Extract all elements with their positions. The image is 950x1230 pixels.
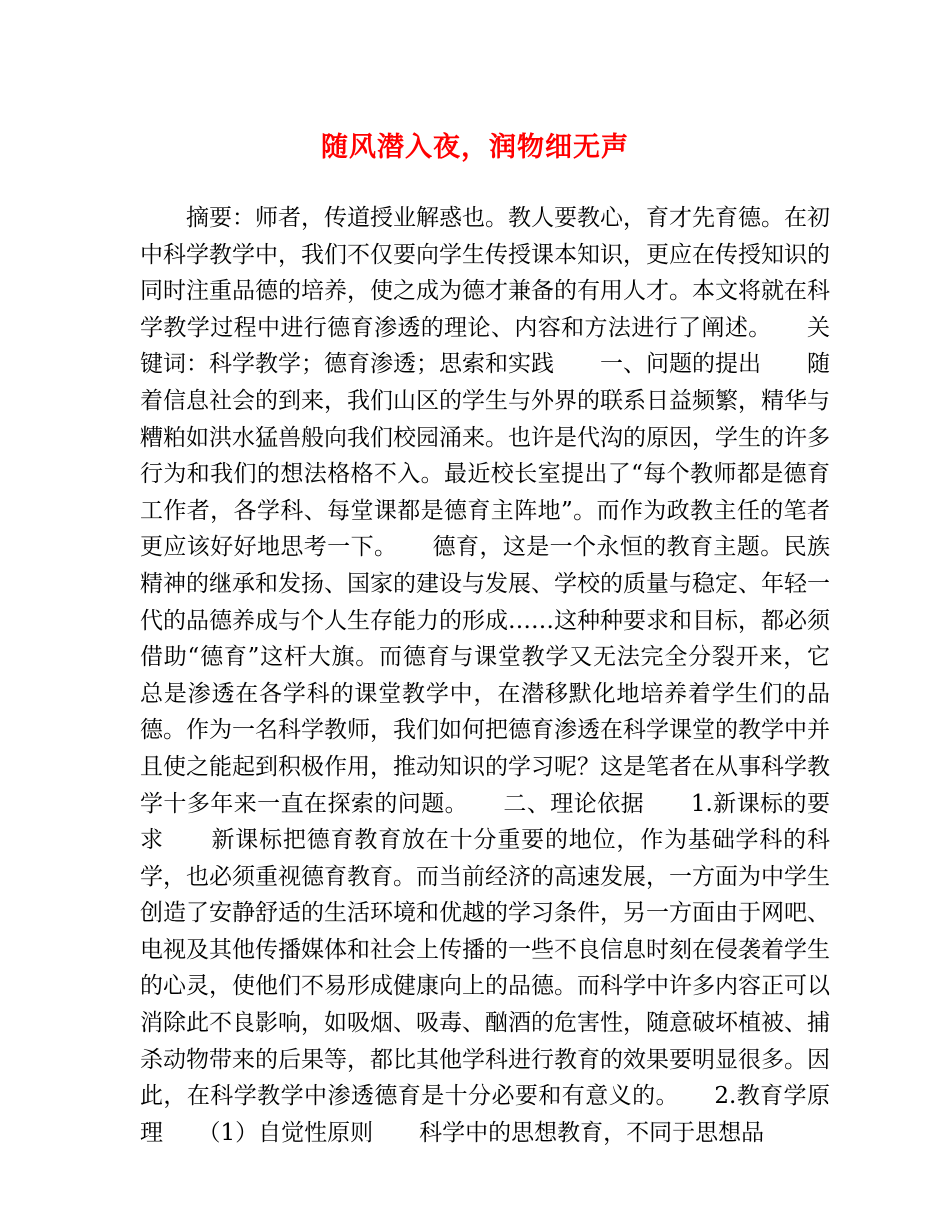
document-title: 随风潜入夜，润物细无声 [321, 132, 629, 163]
document-body: 摘要：师者，传道授业解惑也。教人要教心，育才先育德。在初中科学教学中，我们不仅要向学生传授课本知识，更应在传授知识的同时注重品德的培养，使之成为德才兼备的有用人才。本文将就在科学教学过程中进行德育渗透的理论、内容和方法进行了阐述。 关键词：科学教学；德育渗透；思索和实践 一、问题的提出 随着信息社会的到来，我们山区的学生与外界的联系日益频繁，精华与糟粕如洪水猛兽般向我们校园涌来。也许是代沟的原因，学生的许多行为和我们的想法格格不入。最近校长室提出了“每个教师都是德育工作者，各学科、每堂课都是德育主阵地”。而作为政教主任的笔者更应该好好地思考一下。 德育，这是一个永恒的教育主题。民族精神的继承和发扬、国家的建设与发展、学校的质量与稳定、年轻一代的品德养成与个人生存能力的形成……这种种要求和目标，都必须借助“德育”这杆大旗。而德育与课堂教学又无法完全分裂开来，它总是渗透在各学科的课堂教学中，在潜移默化地培养着学生们的品德。作为一名科学教师，我们如何把德育渗透在科学课堂的教学中并且使之能起到积极作用，推动知识的学习呢？这是笔者在从事科学教学十多年来一直在探索的问题。 二、理论依据 1.新课标的要求 新课标把德育教育放在十分重要的地位，作为基础学科的科学，也必须重视德育教育。而当前经济的高速发展，一方面为中学生创造了安静舒适的生活环境和优越的学习条件，另一方面由于网吧、电视及其他传播媒体和社会上传播的一些不良信息时刻在侵袭着学生的心灵，使他们不易形成健康向上的品德。而科学中许多内容正可以消除此不良影响，如吸烟、吸毒、酗酒的危害性，随意破坏植被、捕杀动物带来的后果等，都比其他学科进行教育的效果要明显很多。因此，在科学教学中渗透德育是十分必要和有意义的。 2.教育学原理 （1）自觉性原则 科学中的思想教育，不同于思想品 [140, 205, 830, 1146]
